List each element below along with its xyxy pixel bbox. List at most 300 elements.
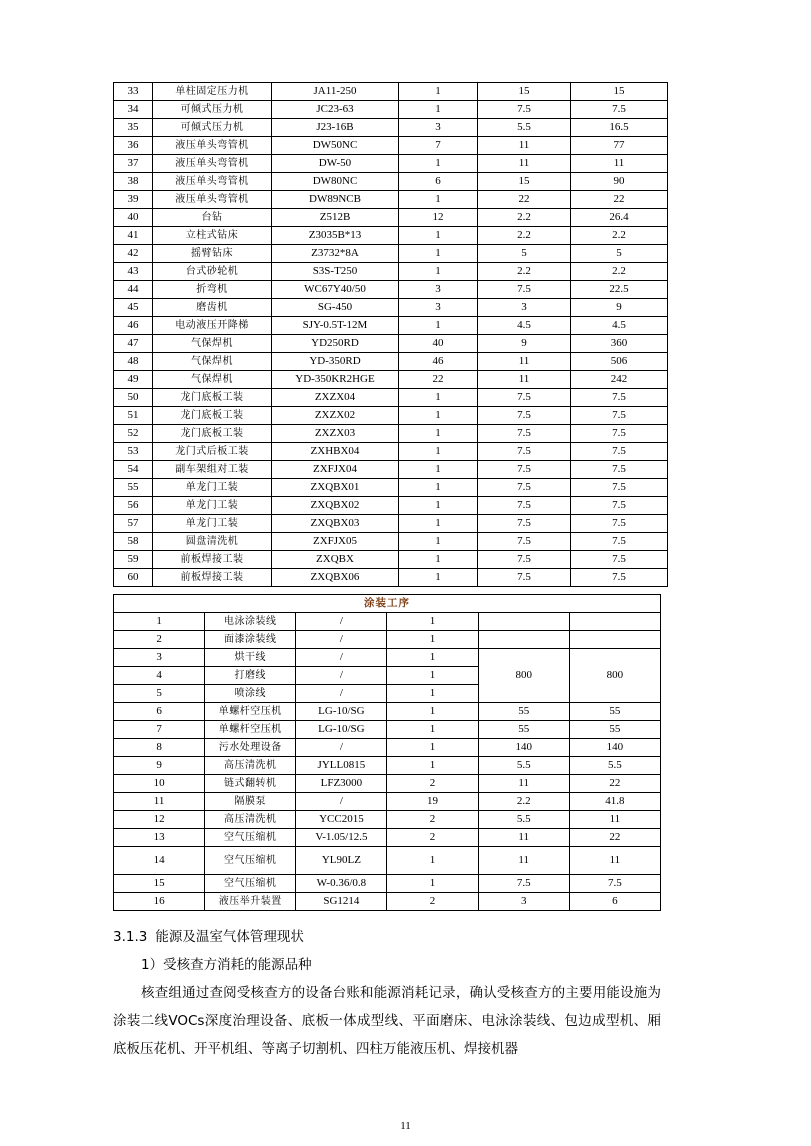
cell-model: Z512B [272,209,399,227]
table-row [114,353,668,371]
cell-model: / [296,631,387,649]
cell-equipment-name: 台式砂轮机 [153,263,272,281]
cell-equipment-name: 空气压缩机 [205,829,296,847]
cell-equipment-name: 高压清洗机 [205,757,296,775]
cell-equipment-name: 气保焊机 [153,371,272,389]
cell-equipment-name: 气保焊机 [153,353,272,371]
cell-model: V-1.05/12.5 [296,829,387,847]
cell-power: 9 [478,335,571,353]
cell-total-power: 16.5 [571,119,668,137]
cell-model: LFZ3000 [296,775,387,793]
cell-index: 14 [114,847,205,875]
cell-equipment-name: 液压单头弯管机 [153,137,272,155]
cell-model: YD-350RD [272,353,399,371]
table-row [114,631,661,649]
cell-equipment-name: 烘干线 [205,649,296,667]
cell-model: ZXQBX03 [272,515,399,533]
cell-quantity: 1 [387,667,478,685]
cell-total-power: 5.5 [569,757,660,775]
cell-index: 12 [114,811,205,829]
cell-total-power: 9 [571,299,668,317]
cell-total-power: 800 [569,649,660,703]
cell-equipment-name: 圆盘清洗机 [153,533,272,551]
cell-model: W-0.36/0.8 [296,875,387,893]
cell-index: 9 [114,757,205,775]
cell-total-power: 11 [569,847,660,875]
table-section-header-row [114,595,661,613]
cell-index: 55 [114,479,153,497]
cell-equipment-name: 立柱式钻床 [153,227,272,245]
cell-power: 7.5 [478,533,571,551]
cell-index: 46 [114,317,153,335]
cell-model: ZXZX04 [272,389,399,407]
table-row [114,209,668,227]
cell-quantity: 1 [399,317,478,335]
cell-power: 55 [478,703,569,721]
cell-power: 3 [478,893,569,911]
cell-quantity: 1 [399,389,478,407]
cell-index: 4 [114,667,205,685]
cell-power: 7.5 [478,407,571,425]
cell-model: LG-10/SG [296,721,387,739]
cell-index: 41 [114,227,153,245]
equipment-table-top-body [114,83,668,587]
table-row [114,281,668,299]
table-row [114,461,668,479]
page-content [113,82,661,1063]
cell-equipment-name: 链式翻转机 [205,775,296,793]
table-row [114,245,668,263]
cell-equipment-name: 液压单头弯管机 [153,173,272,191]
cell-total-power: 55 [569,721,660,739]
cell-power: 55 [478,721,569,739]
cell-power: 22 [478,191,571,209]
cell-power: 4.5 [478,317,571,335]
cell-quantity: 7 [399,137,478,155]
cell-index: 7 [114,721,205,739]
cell-equipment-name: 龙门底板工装 [153,407,272,425]
cell-equipment-name: 液压单头弯管机 [153,191,272,209]
cell-model: ZXQBX [272,551,399,569]
cell-index: 35 [114,119,153,137]
cell-model: ZXZX03 [272,425,399,443]
cell-equipment-name: 污水处理设备 [205,739,296,757]
cell-index: 11 [114,793,205,811]
cell-equipment-name: 打磨线 [205,667,296,685]
cell-index: 34 [114,101,153,119]
cell-model: YCC2015 [296,811,387,829]
cell-equipment-name: 单柱固定压力机 [153,83,272,101]
cell-equipment-name: 龙门底板工装 [153,389,272,407]
cell-total-power: 2.2 [571,227,668,245]
cell-model: / [296,793,387,811]
cell-model: YD-350KR2HGE [272,371,399,389]
cell-total-power: 15 [571,83,668,101]
cell-power: 2.2 [478,209,571,227]
equipment-table-top [113,82,668,587]
cell-model: SJY-0.5T-12M [272,317,399,335]
cell-index: 51 [114,407,153,425]
cell-equipment-name: 龙门式后板工装 [153,443,272,461]
cell-quantity: 1 [387,685,478,703]
cell-equipment-name: 台钻 [153,209,272,227]
cell-index: 47 [114,335,153,353]
cell-total-power: 7.5 [571,497,668,515]
cell-total-power: 22 [569,775,660,793]
cell-total-power: 5 [571,245,668,263]
table-row [114,299,668,317]
cell-model: S3S-T250 [272,263,399,281]
cell-power: 15 [478,83,571,101]
cell-index: 57 [114,515,153,533]
table-row [114,371,668,389]
cell-quantity: 2 [387,893,478,911]
cell-equipment-name: 单龙门工装 [153,515,272,533]
cell-index: 45 [114,299,153,317]
cell-model: ZXHBX04 [272,443,399,461]
table-row [114,649,661,667]
cell-index: 58 [114,533,153,551]
cell-index: 40 [114,209,153,227]
cell-model: JA11-250 [272,83,399,101]
cell-model: / [296,613,387,631]
cell-total-power: 7.5 [571,551,668,569]
cell-equipment-name: 液压单头弯管机 [153,155,272,173]
cell-index: 48 [114,353,153,371]
cell-model: / [296,739,387,757]
table-row [114,613,661,631]
table-row [114,101,668,119]
cell-index: 56 [114,497,153,515]
cell-index: 16 [114,893,205,911]
section-heading [113,923,661,951]
cell-equipment-name: 单龙门工装 [153,479,272,497]
cell-index: 36 [114,137,153,155]
table-row [114,317,668,335]
cell-equipment-name: 龙门底板工装 [153,425,272,443]
cell-quantity: 19 [387,793,478,811]
cell-total-power [569,631,660,649]
cell-quantity: 1 [399,497,478,515]
cell-power: 2.2 [478,263,571,281]
cell-equipment-name: 摇臂钻床 [153,245,272,263]
cell-total-power: 77 [571,137,668,155]
cell-quantity: 2 [387,811,478,829]
table-row [114,739,661,757]
cell-model: JC23-63 [272,101,399,119]
cell-equipment-name: 可倾式压力机 [153,101,272,119]
cell-total-power: 7.5 [571,515,668,533]
cell-model: J23-16B [272,119,399,137]
cell-power: 7.5 [478,425,571,443]
cell-model: DW-50 [272,155,399,173]
table-row [114,775,661,793]
page-number: 11 [400,1120,411,1132]
cell-power: 140 [478,739,569,757]
table-row [114,335,668,353]
cell-total-power: 6 [569,893,660,911]
cell-index: 1 [114,613,205,631]
cell-quantity: 22 [399,371,478,389]
cell-power: 11 [478,775,569,793]
cell-model: YD250RD [272,335,399,353]
table-row [114,703,661,721]
cell-total-power: 7.5 [571,389,668,407]
cell-index: 10 [114,775,205,793]
cell-power: 2.2 [478,227,571,245]
cell-quantity: 1 [387,875,478,893]
cell-equipment-name: 气保焊机 [153,335,272,353]
cell-total-power: 7.5 [571,101,668,119]
cell-power: 7.5 [478,389,571,407]
cell-model: Z3732*8A [272,245,399,263]
cell-index: 52 [114,425,153,443]
cell-equipment-name: 电泳涂装线 [205,613,296,631]
cell-power [478,613,569,631]
cell-quantity: 1 [387,703,478,721]
cell-quantity: 1 [399,155,478,173]
cell-index: 39 [114,191,153,209]
cell-index: 3 [114,649,205,667]
cell-power: 7.5 [478,443,571,461]
cell-total-power: 7.5 [571,443,668,461]
cell-total-power: 2.2 [571,263,668,281]
cell-quantity: 46 [399,353,478,371]
table-row [114,263,668,281]
cell-power: 11 [478,829,569,847]
cell-index: 49 [114,371,153,389]
cell-model: ZXFJX05 [272,533,399,551]
cell-index: 60 [114,569,153,587]
cell-total-power: 11 [571,155,668,173]
cell-equipment-name: 高压清洗机 [205,811,296,829]
cell-model: ZXZX02 [272,407,399,425]
cell-index: 5 [114,685,205,703]
cell-total-power: 360 [571,335,668,353]
cell-power: 7.5 [478,875,569,893]
cell-quantity: 3 [399,299,478,317]
cell-total-power: 7.5 [571,425,668,443]
cell-total-power: 242 [571,371,668,389]
equipment-table-bottom [113,594,661,911]
cell-index: 59 [114,551,153,569]
table-row [114,479,668,497]
cell-total-power: 22 [569,829,660,847]
cell-power: 5.5 [478,811,569,829]
cell-total-power: 506 [571,353,668,371]
cell-total-power: 7.5 [571,569,668,587]
cell-power: 5 [478,245,571,263]
cell-model: YL90LZ [296,847,387,875]
table-row [114,191,668,209]
cell-model: Z3035B*13 [272,227,399,245]
cell-quantity: 1 [399,515,478,533]
cell-index: 15 [114,875,205,893]
cell-index: 2 [114,631,205,649]
cell-quantity: 1 [399,407,478,425]
equipment-table-bottom-body [114,595,661,911]
cell-model: ZXQBX06 [272,569,399,587]
cell-power: 15 [478,173,571,191]
cell-quantity: 1 [387,631,478,649]
section-heading-number: 3.1.3 [113,929,148,945]
cell-power: 11 [478,137,571,155]
cell-index: 44 [114,281,153,299]
cell-total-power: 90 [571,173,668,191]
cell-equipment-name: 单螺杆空压机 [205,721,296,739]
table-row [114,497,668,515]
cell-power: 7.5 [478,551,571,569]
table-row [114,425,668,443]
cell-model: ZXQBX02 [272,497,399,515]
cell-power: 7.5 [478,515,571,533]
cell-model: SG1214 [296,893,387,911]
cell-index: 50 [114,389,153,407]
cell-quantity: 1 [399,227,478,245]
section-label: 涂装工序 [114,595,661,613]
cell-power: 7.5 [478,281,571,299]
table-row [114,875,661,893]
cell-quantity: 3 [399,281,478,299]
table-row [114,533,668,551]
table-row [114,757,661,775]
table-row [114,847,661,875]
cell-power: 800 [478,649,569,703]
cell-quantity: 1 [399,443,478,461]
cell-quantity: 1 [387,739,478,757]
cell-total-power [569,613,660,631]
cell-total-power: 7.5 [571,461,668,479]
cell-power: 7.5 [478,101,571,119]
cell-model: / [296,667,387,685]
cell-equipment-name: 电动液压开降梯 [153,317,272,335]
cell-equipment-name: 前板焊接工装 [153,569,272,587]
cell-power: 5.5 [478,119,571,137]
cell-index: 42 [114,245,153,263]
cell-quantity: 1 [387,649,478,667]
cell-quantity: 1 [399,83,478,101]
cell-power: 5.5 [478,757,569,775]
cell-model: ZXFJX04 [272,461,399,479]
cell-total-power: 7.5 [571,479,668,497]
cell-equipment-name: 折弯机 [153,281,272,299]
cell-quantity: 12 [399,209,478,227]
cell-power: 2.2 [478,793,569,811]
cell-quantity: 2 [387,775,478,793]
cell-index: 37 [114,155,153,173]
cell-quantity: 1 [399,479,478,497]
cell-power: 11 [478,155,571,173]
cell-quantity: 6 [399,173,478,191]
cell-equipment-name: 液压举升装置 [205,893,296,911]
cell-quantity: 1 [399,551,478,569]
cell-quantity: 1 [387,757,478,775]
table-row [114,137,668,155]
cell-model: DW80NC [272,173,399,191]
table-row [114,83,668,101]
table-row [114,155,668,173]
cell-equipment-name: 前板焊接工装 [153,551,272,569]
cell-quantity: 1 [399,461,478,479]
cell-index: 54 [114,461,153,479]
cell-quantity: 1 [399,191,478,209]
cell-index: 6 [114,703,205,721]
cell-equipment-name: 面漆涂装线 [205,631,296,649]
cell-total-power: 22 [571,191,668,209]
table-row [114,173,668,191]
cell-quantity: 1 [399,245,478,263]
cell-total-power: 41.8 [569,793,660,811]
cell-model: DW50NC [272,137,399,155]
cell-total-power: 26.4 [571,209,668,227]
cell-total-power: 140 [569,739,660,757]
cell-power: 7.5 [478,479,571,497]
list-item: 1）受核查方消耗的能源品种 [141,957,312,973]
cell-power: 7.5 [478,497,571,515]
table-row [114,793,661,811]
table-row [114,227,668,245]
cell-model: JYLL0815 [296,757,387,775]
cell-power: 11 [478,847,569,875]
cell-power: 7.5 [478,569,571,587]
cell-power [478,631,569,649]
table-row [114,389,668,407]
cell-model: LG-10/SG [296,703,387,721]
cell-equipment-name: 磨齿机 [153,299,272,317]
cell-quantity: 1 [399,263,478,281]
cell-total-power: 55 [569,703,660,721]
cell-total-power: 7.5 [571,407,668,425]
table-row [114,119,668,137]
cell-quantity: 40 [399,335,478,353]
cell-quantity: 3 [399,119,478,137]
cell-equipment-name: 隔膜泵 [205,793,296,811]
cell-quantity: 1 [399,569,478,587]
cell-quantity: 2 [387,829,478,847]
cell-quantity: 1 [399,101,478,119]
table-row [114,551,668,569]
table-row [114,515,668,533]
cell-quantity: 1 [387,613,478,631]
cell-quantity: 1 [399,425,478,443]
cell-power: 3 [478,299,571,317]
cell-model: / [296,685,387,703]
table-row [114,569,668,587]
table-row [114,443,668,461]
cell-index: 38 [114,173,153,191]
cell-model: SG-450 [272,299,399,317]
cell-quantity: 1 [387,721,478,739]
cell-index: 53 [114,443,153,461]
cell-equipment-name: 空气压缩机 [205,875,296,893]
cell-index: 43 [114,263,153,281]
cell-total-power: 11 [569,811,660,829]
cell-index: 13 [114,829,205,847]
table-row [114,407,668,425]
cell-quantity: 1 [399,533,478,551]
cell-quantity: 1 [387,847,478,875]
cell-model: DW89NCB [272,191,399,209]
cell-total-power: 4.5 [571,317,668,335]
cell-equipment-name: 空气压缩机 [205,847,296,875]
body-paragraph: 核查组通过查阅受核查方的设备台账和能源消耗记录，确认受核查方的主要用能设施为涂装二线VOCs深度治理设备、底板一体成型线、平面磨床、电泳涂装线、包边成型机、厢底板压花机、开平机组、等离子切割机、四柱万能液压机、焊接机器 [113,985,661,1057]
cell-equipment-name: 喷涂线 [205,685,296,703]
cell-equipment-name: 可倾式压力机 [153,119,272,137]
cell-total-power: 22.5 [571,281,668,299]
section-heading-text: 能源及温室气体管理现状 [155,929,304,945]
cell-power: 11 [478,353,571,371]
cell-power: 7.5 [478,461,571,479]
